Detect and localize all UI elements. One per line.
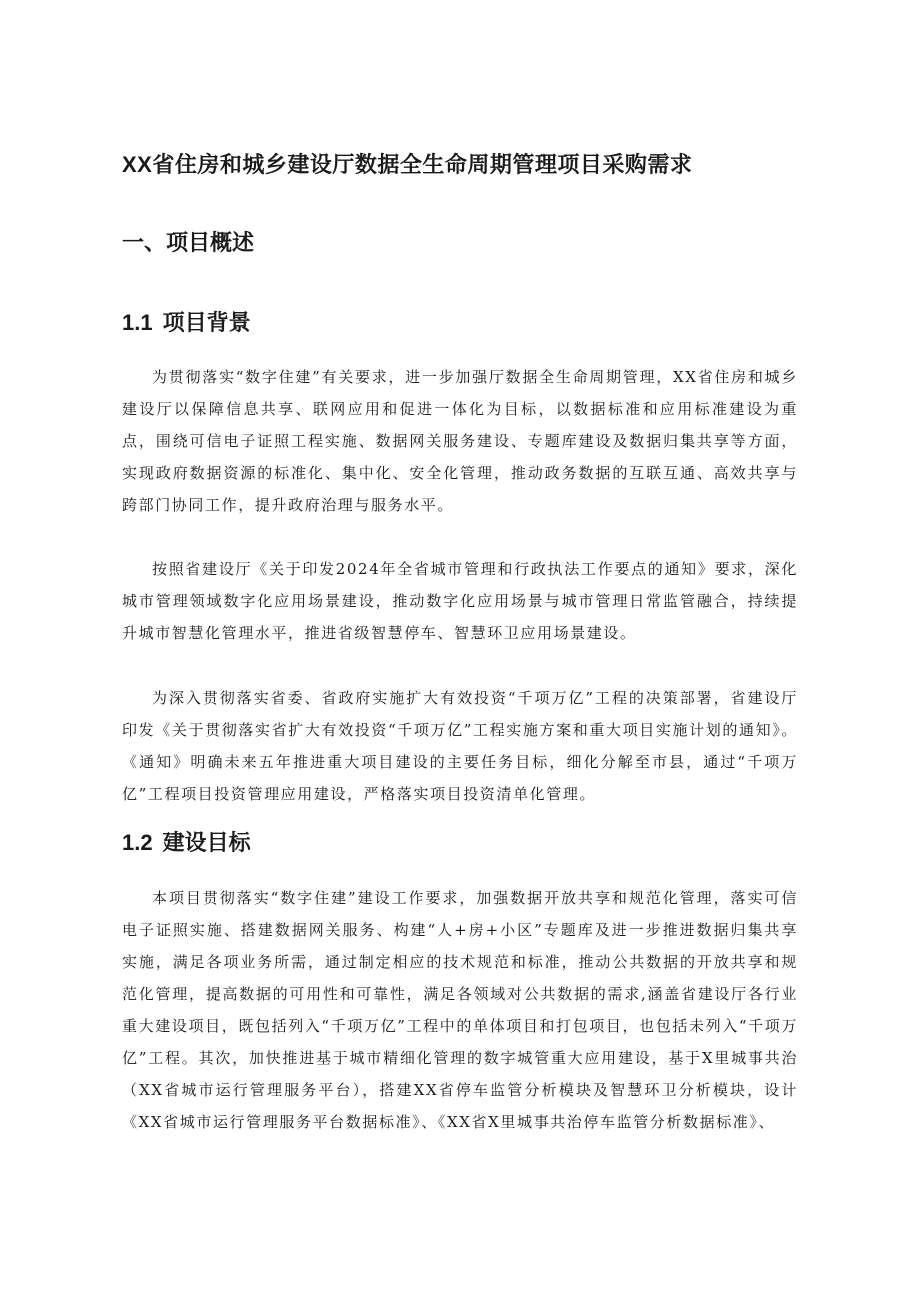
section-heading-overview: 一、项目概述 — [122, 230, 255, 255]
subsection-number: 1.2 — [122, 830, 153, 855]
subsection-heading-background — [122, 308, 251, 338]
subsection-number: 1.1 — [122, 310, 153, 335]
subsection-title: 建设目标 — [162, 830, 251, 855]
paragraph-goals-1: 本项目贯彻落实“数字住建”建设工作要求，加强数据开放共享和规范化管理，落实可信电子证照实施、搭建数据网关服务、构建“人+房+小区”专题库及进一步推进数据归集共享实施，满足各项业务所需，通过制定相应的技术规范和标准，推动公共数据的开放共享和规范化管理，提高数据的可用性和可靠性，满足各领域对公共数据的需求,涵盖省建设厅各行业重大建设项目，既包括列入“千项万亿”工程中的单体项目和打包项目，也包括未列入“千项万亿”工程。其次，加快推进基于城市精细化管理的数字城管重大应用建设，基于X里城事共治（XX省城市运行管理服务平台），搭建XX省停车监管分析模块及智慧环卫分析模块，设计《XX省城市运行管理服务平台数据标准》、《XX省X里城事共治停车监管分析数据标准》、 — [122, 889, 798, 1131]
subsection-title: 项目背景 — [162, 310, 251, 335]
document-title: XX省住房和城乡建设厅数据全生命周期管理项目采购需求 — [122, 152, 693, 177]
subsection-heading-goals — [122, 828, 251, 858]
paragraph-background-3: 为深入贯彻落实省委、省政府实施扩大有效投资“千项万亿”工程的决策部署，省建设厅印发《关于贯彻落实省扩大有效投资“千项万亿”工程实施方案和重大项目实施计划的通知》。《通知》明确未来五年推进重大项目建设的主要任务目标，细化分解至市县，通过“千项万亿”工程项目投资管理应用建设，严格落实项目投资清单化管理。 — [122, 689, 798, 803]
paragraph-background-2: 按照省建设厅《关于印发2024年全省城市管理和行政执法工作要点的通知》要求，深化城市管理领域数字化应用场景建设，推动数字化应用场景与城市管理日常监管融合，持续提升城市智慧化管理水平，推进省级智慧停车、智慧环卫应用场景建设。 — [122, 560, 798, 642]
paragraph-background-1: 为贯彻落实“数字住建”有关要求，进一步加强厅数据全生命周期管理，XX省住房和城乡建设厅以保障信息共享、联网应用和促进一体化为目标，以数据标准和应用标准建设为重点，围绕可信电子证照工程实施、数据网关服务建设、专题库建设及数据归集共享等方面，实现政府数据资源的标准化、集中化、安全化管理，推动政务数据的互联互通、高效共享与跨部门协同工作，提升政府治理与服务水平。 — [122, 368, 798, 514]
